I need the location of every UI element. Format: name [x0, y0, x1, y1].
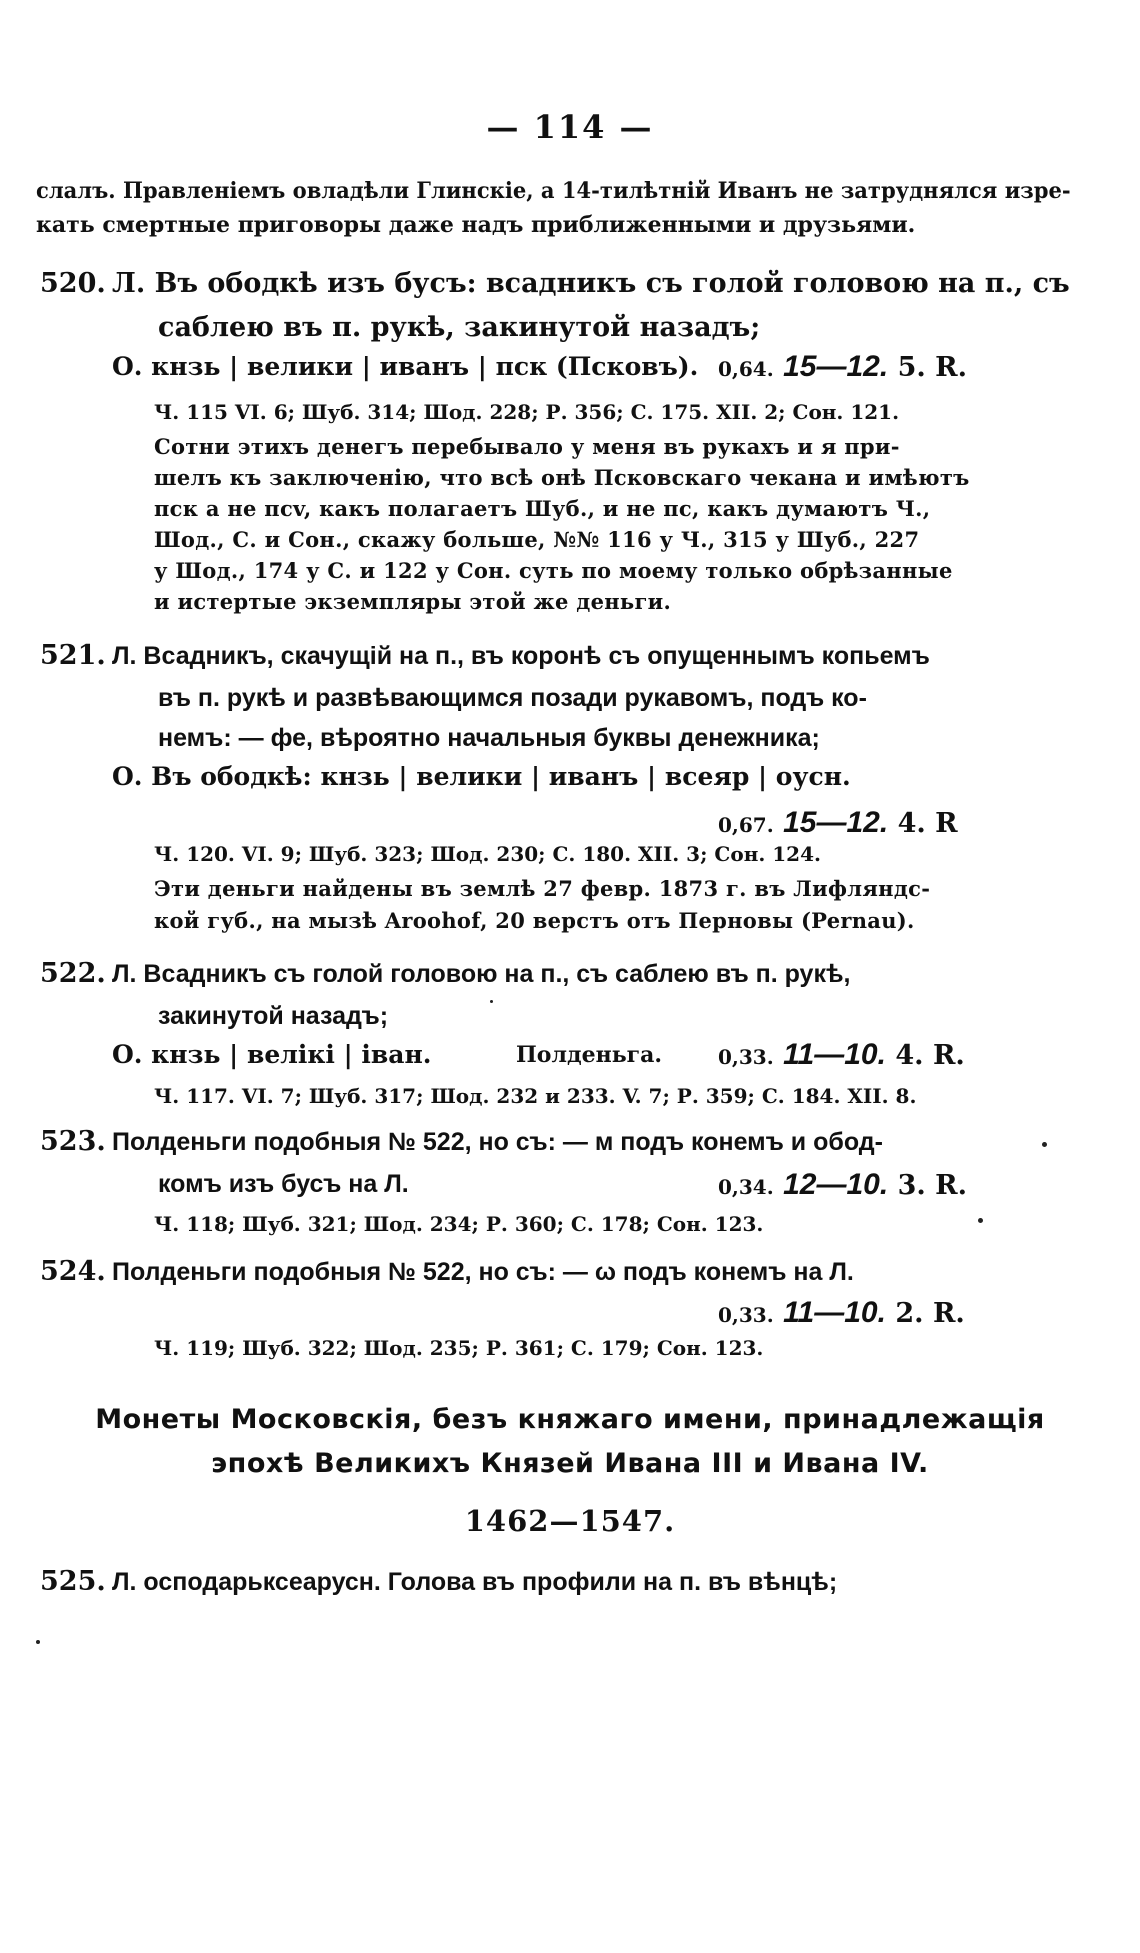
entry-520-size: 15—12. [783, 350, 889, 383]
entry-523-refs: Ч. 118; Шуб. 321; Шод. 234; Р. 360; С. 178; Сон. 123. [154, 1212, 764, 1236]
entry-520-line-1: Л. Въ ободкѣ изъ бусъ: всадникъ съ голой головою на п., съ [112, 268, 1070, 299]
speck-mark [36, 1640, 40, 1644]
entry-520-note-5: у Шод., 174 у С. и 122 у Сон. суть по моему только обрѣзанные [154, 558, 953, 583]
intro-line-1: слалъ. Правленіемъ овладѣли Глинскіе, а 14-тилѣтній Иванъ не затруднялся изре- [36, 178, 1071, 204]
entry-520-number: 520. [40, 268, 106, 299]
entry-524-refs: Ч. 119; Шуб. 322; Шод. 235; Р. 361; С. 179; Сон. 123. [154, 1336, 764, 1360]
entry-520-note-4: Шод., С. и Сон., скажу больше, №№ 116 у Ч., 315 у Шуб., 227 [154, 527, 920, 552]
entry-521-line-4: О. Въ ободкѣ: кнзь | велики | иванъ | всеяр | оусн. [112, 762, 851, 791]
entry-522-refs: Ч. 117. VI. 7; Шуб. 317; Шод. 232 и 233. V. 7; Р. 359; С. 184. XII. 8. [154, 1084, 917, 1108]
entry-520-line-2: саблею въ п. рукѣ, закинутой назадъ; [158, 312, 761, 343]
entry-524-number: 524. [40, 1256, 106, 1287]
section-years: 1462—1547. [464, 1504, 676, 1538]
entry-521-refs: Ч. 120. VI. 9; Шуб. 323; Шод. 230; С. 180. XII. 3; Сон. 124. [154, 842, 821, 866]
entry-525-text: Л. осподарьксеарусн. Голова въ профили на п. въ вѣнцѣ; [112, 1568, 838, 1596]
entry-522-size: 11—10. [783, 1038, 886, 1071]
entry-523-weight: 0,34. [718, 1175, 774, 1199]
entry-520-note-2: шелъ къ заключенію, что всѣ онѣ Псковскаго чекана и имѣютъ [154, 465, 970, 490]
entry-523-line-2: комъ изъ бусъ на Л. [158, 1170, 409, 1198]
entry-523-size: 12—10. [783, 1168, 889, 1201]
entry-520-note-3: пск а не псv, какъ полагаетъ Шуб., и не пс, какъ думаютъ Ч., [154, 496, 931, 521]
section-heading-line-1: Монеты Московскія, безъ княжаго имени, принадлежащія [95, 1404, 1045, 1435]
entry-521-rarity: 4. R [897, 808, 958, 839]
entry-522-rarity: 4. R. [895, 1040, 965, 1071]
entry-523-rarity: 3. R. [897, 1170, 968, 1201]
entry-520-note-6: и истертые экземпляры этой же деньги. [154, 589, 672, 614]
entry-521-line-3: немъ: — фе, вѣроятно начальныя буквы денежника; [158, 724, 820, 752]
entry-525-number: 525. [40, 1566, 106, 1597]
entry-524-metrics [718, 1296, 965, 1330]
entry-523-number: 523. [40, 1126, 106, 1157]
entry-523-line-1: Полденьги подобныя № 522, но съ: — м подъ конемъ и обод- [112, 1128, 883, 1156]
entry-520-metrics [718, 350, 967, 384]
entry-524-size: 11—10. [783, 1296, 886, 1329]
entry-522-weight: 0,33. [718, 1045, 774, 1069]
entry-521-size: 15—12. [783, 806, 889, 839]
entry-521-line-1: Л. Всадникъ, скачущій на п., въ коронѣ съ опущеннымъ копьемъ [112, 642, 930, 670]
entry-522-line-3: О. кнзь | велікі | іван. [112, 1040, 432, 1069]
section-heading-line-2: эпохѣ Великихъ Князей Ивана III и Ивана IV. [211, 1448, 929, 1479]
entry-521-line-2: въ п. рукѣ и развѣвающимся позади рукавомъ, подъ ко- [158, 684, 867, 712]
entry-521-metrics [718, 806, 958, 840]
entry-522-line-4: Полденьга. [516, 1042, 663, 1068]
entry-524-weight: 0,33. [718, 1303, 774, 1327]
entry-522-line-1: Л. Всадникъ съ голой головою на п., съ саблею въ п. рукѣ, [112, 960, 851, 988]
entry-522-number: 522. [40, 958, 106, 989]
entry-520-rarity: 5. R. [897, 352, 968, 383]
page-number: — 114 — [486, 108, 654, 146]
entry-524-line-1: Полденьги подобныя № 522, но съ: — ω подъ конемъ на Л. [112, 1258, 854, 1286]
entry-524-rarity: 2. R. [895, 1298, 965, 1329]
entry-521-note-1: Эти деньги найдены въ землѣ 27 февр. 1873 г. въ Лифляндс- [154, 876, 931, 901]
intro-line-2: кать смертные приговоры даже надъ приближенными и друзьями. [36, 212, 916, 238]
entry-520-weight: 0,64. [718, 357, 774, 381]
speck-mark [978, 1218, 983, 1223]
entry-520-note-1: Сотни этихъ денегъ перебывало у меня въ рукахъ и я при- [154, 434, 900, 459]
speck-mark [490, 1000, 493, 1003]
entry-522-metrics [718, 1038, 965, 1072]
entry-520-line-3: О. кнзь | велики | иванъ | пск (Псковъ). [112, 352, 699, 381]
entry-521-weight: 0,67. [718, 813, 774, 837]
entry-521-note-2: кой губ., на мызѣ Aroohof, 20 верстъ отъ Перновы (Pernau). [154, 908, 915, 933]
speck-mark [1042, 1142, 1047, 1147]
entry-522-line-2: закинутой назадъ; [158, 1002, 389, 1030]
entry-523-metrics [718, 1168, 967, 1202]
entry-521-number: 521. [40, 640, 106, 671]
entry-520-refs: Ч. 115 VI. 6; Шуб. 314; Шод. 228; Р. 356; С. 175. XII. 2; Сон. 121. [154, 400, 900, 424]
